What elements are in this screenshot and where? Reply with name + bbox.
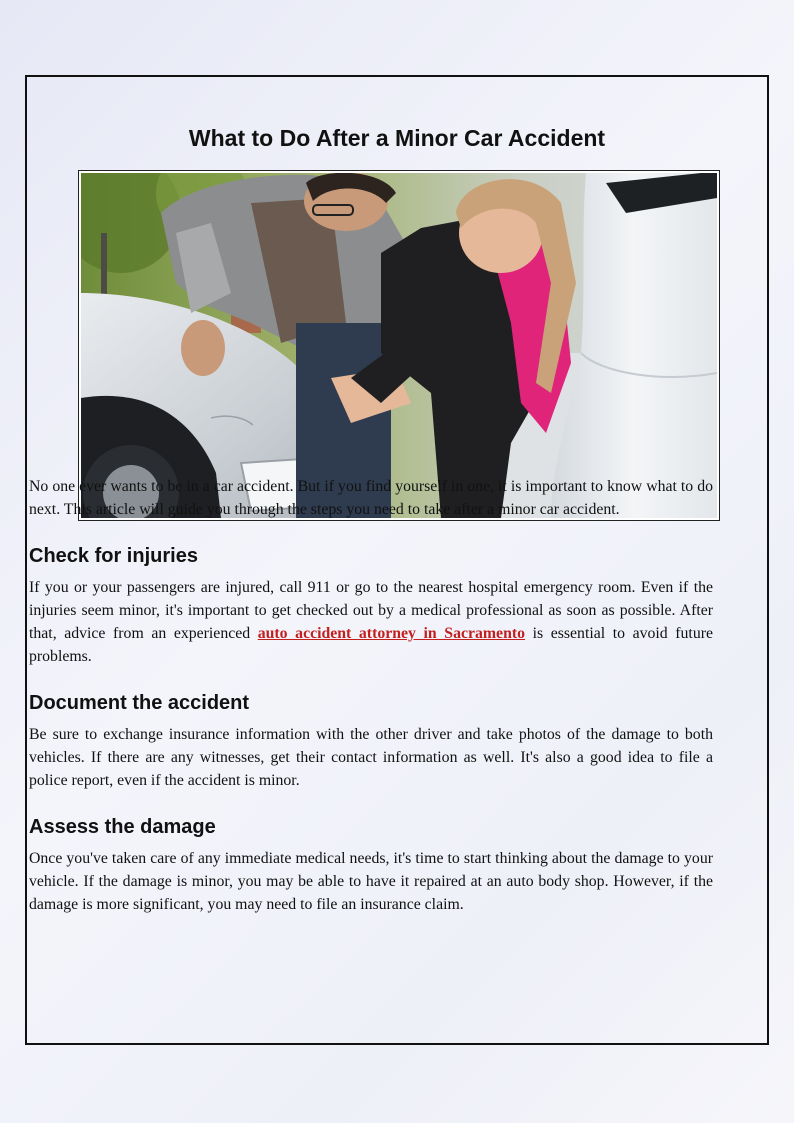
section-text-injuries (29, 576, 713, 668)
section-text-injuries-after: is essential to avoid future problems. (29, 625, 713, 665)
page-title: What to Do After a Minor Car Accident (188, 125, 606, 151)
section-text-damage: Once you've taken care of any immediate medical needs, it's time to start thinking about the damage to your vehicle. If the damage is minor, you may be able to have it repaired at an auto body shop. However, if the damage is more significant, you may need to file an insurance claim. (29, 850, 713, 913)
attorney-link[interactable]: auto accident attorney in Sacramento (257, 625, 526, 642)
article-image-frame (78, 170, 720, 521)
article-body (29, 475, 713, 916)
article-image (81, 173, 717, 518)
section-text-document: Be sure to exchange insurance information with the other driver and take photos of the damage to both vehicles. If there are any witnesses, get their contact information as well. It's also a good idea to file a police report, even if the accident is minor. (29, 726, 713, 789)
intro-paragraph: No one ever wants to be in a car accident. But if you find yourself in one, it is important to know what to do next. This article will guide you through the steps you need to take after a minor car accident. (29, 478, 713, 518)
section-heading-document: Document the accident (29, 692, 250, 714)
section-text-injuries-before: If you or your passengers are injured, call 911 or go to the nearest hospital emergency room. Even if the injuries seem minor, it's important to get checked out by a medical professional as soon as possible. After that, advice from an experienced (29, 579, 713, 642)
section-heading-damage: Assess the damage (29, 816, 216, 838)
section-heading-injuries: Check for injuries (29, 545, 198, 567)
